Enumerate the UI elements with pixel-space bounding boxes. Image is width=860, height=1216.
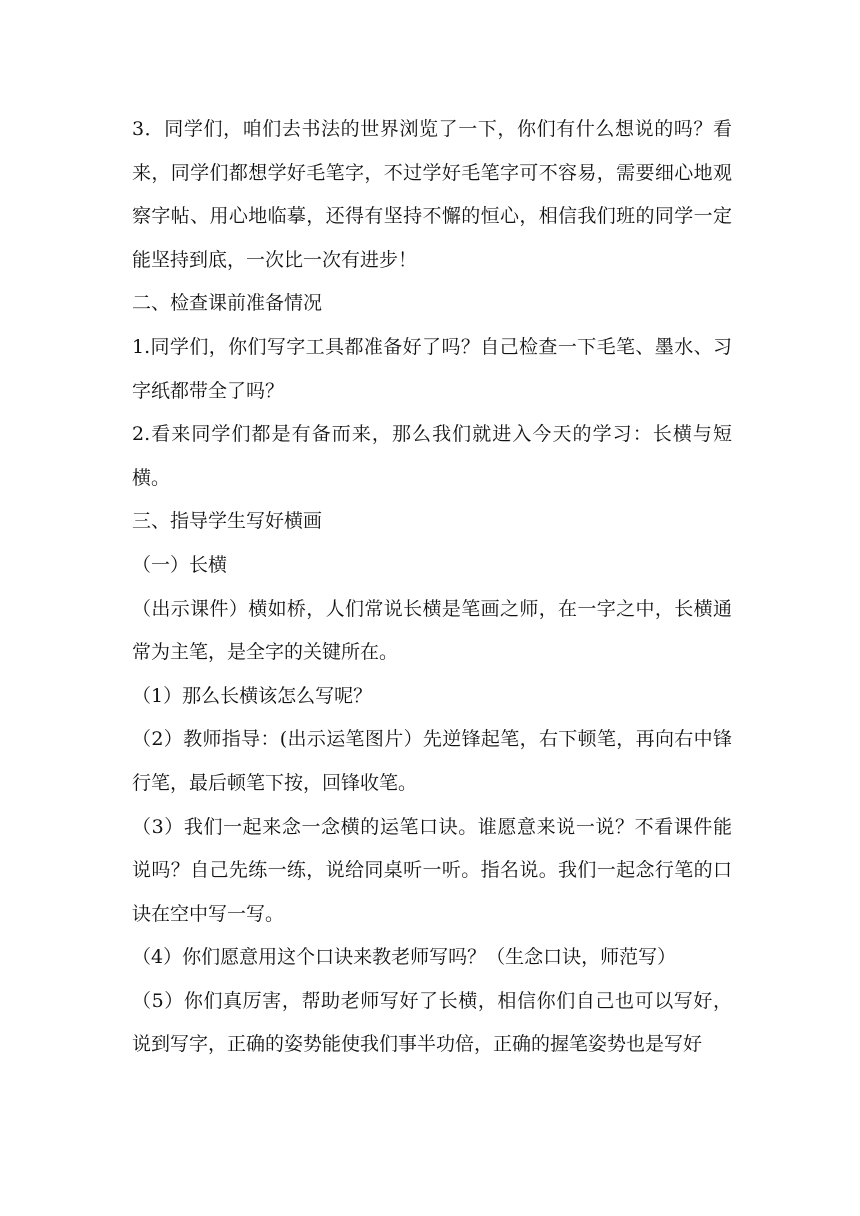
list-item-1: （1）那么长横该怎么写呢？ [132,684,373,707]
paragraph-intro-calligraphy: 3．同学们，咱们去书法的世界浏览了一下，你们有什么想说的吗？看来，同学们都想学好毛笔字，不过学好毛笔字可不容易，需要细心地观察字帖、用心地临摹，还得有坚持不懈的恒心，相信我们班的同学一定能坚持到底，一次比一次有进步！ [132,118,732,271]
section-heading-guide-horizontal-stroke: 三、指导学生写好横画 [132,510,323,533]
list-item-5: （5）你们真厉害，帮助老师写好了长横，相信你们自己也可以写好，说到写字，正确的姿势能使我们事半功倍，正确的握笔姿势也是写好 [132,989,732,1056]
document-body [132,108,732,1067]
paragraph-check-tools: 1.同学们，你们写字工具都准备好了吗？自己检查一下毛笔、墨水、习字纸都带全了吗？ [132,335,732,402]
section-heading-check-preparation: 二、检查课前准备情况 [132,292,323,315]
paragraph-enter-lesson: 2.看来同学们都是有备而来，那么我们就进入今天的学习：长横与短横。 [132,423,732,489]
list-item-4: （4）你们愿意用这个口诀来教老师写吗？（生念口诀，师范写） [132,946,677,969]
list-item-2: （2）教师指导：(出示运笔图片）先逆锋起笔，右下顿笔，再向右中锋行笔，最后顿笔下按，回锋收笔。 [132,728,732,794]
subsection-heading-long-horizontal: （一）长横 [132,553,228,576]
list-item-3: （3）我们一起来念一念横的运笔口诀。谁愿意来说一说？不看课件能说吗？自己先练一练，说给同桌听一听。指名说。我们一起念行笔的口诀在空中写一写。 [132,815,732,925]
paragraph-long-horizontal-intro: （出示课件）横如桥，人们常说长横是笔画之师，在一字之中，长横通常为主笔，是全字的关键所在。 [132,597,732,664]
